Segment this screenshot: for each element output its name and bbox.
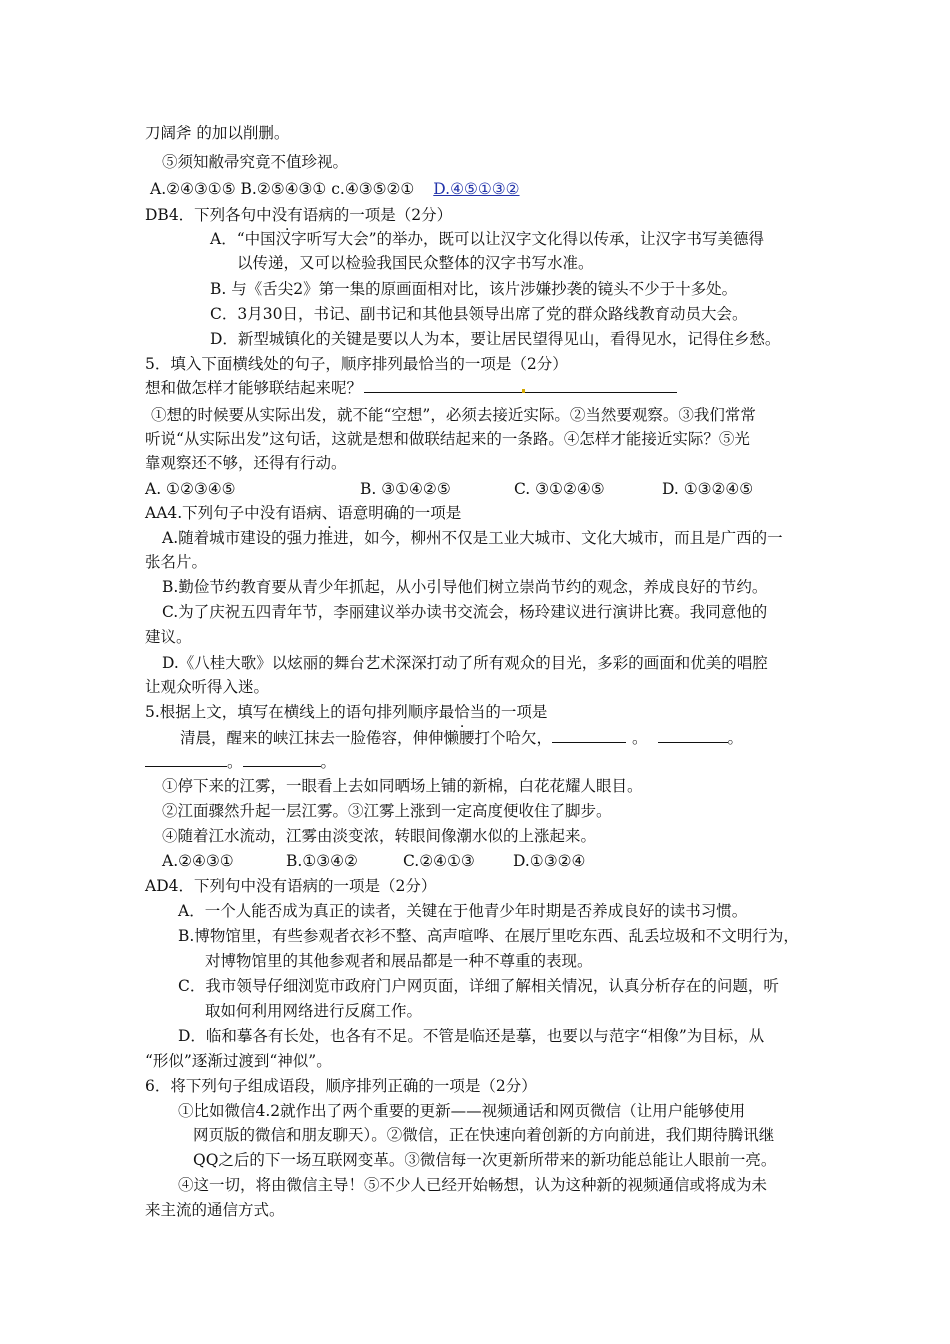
emphasis-text: 最恰当: [438, 703, 486, 721]
option-text: A．一个人能否成为真正的读者，关键在于他青少年时期是否养成良好的读书习惯。: [178, 902, 748, 920]
emphasis-text: 没有语病、语意明确 ·: [260, 504, 400, 522]
blank-line: [552, 728, 626, 743]
period-mark: 。: [632, 729, 648, 747]
fill-prompt: 清晨，醒来的峡江抹去一脸倦容，伸伸懒腰打个哈欠，: [180, 729, 553, 747]
option-text: D．新型城镇化的关键是要以人为本，要让居民望得见山，看得见水，记得住乡愁。: [210, 330, 781, 348]
option-text: 对博物馆里的其他参观者和展品都是一种不尊重的表现。: [205, 952, 593, 970]
passage-text: ④这一切，将由微信主导！⑤不少人已经开始畅想，认为这种新的视频通信或将成为未: [178, 1176, 768, 1194]
option-text: 让观众听得入迷。: [145, 678, 270, 696]
question-suffix: 语病的一项是（2分）: [302, 206, 453, 224]
period-mark: 。: [227, 753, 243, 771]
period-mark: 。: [320, 753, 337, 771]
fill-prompt: 想和做怎样才能够联结起来呢？: [145, 379, 363, 397]
question-prefix: AA4.下列句子中: [145, 504, 260, 522]
question-heading: [145, 204, 452, 226]
blank-line: [243, 752, 321, 767]
answer-link[interactable]: D.④⑤①③②: [433, 180, 520, 198]
period-mark: 。: [727, 729, 744, 747]
emphasis-text: 没有: [271, 206, 303, 224]
option-text: B. 与《舌尖2》第一集的原画面相对比，该片涉嫌抄袭的镜头不少于十多处。: [210, 280, 738, 298]
question-suffix: 的一项是: [399, 504, 462, 522]
question-prefix: DB4．下列各句中: [145, 206, 272, 224]
passage-text: 网页版的微信和朋友聊天）。②微信，正在快速向着创新的方向前进，我们期待腾讯继: [193, 1126, 775, 1144]
option-text: B.博物馆里，有些参观者衣衫不整、高声喧哗、在展厅里吃东西、乱丢垃圾和不文明行为，: [178, 927, 799, 945]
passage-text: ①比如微信4.2就作出了两个重要的更新——视频通话和网页微信（让用户能够使用: [178, 1102, 746, 1120]
option-text: D．临和摹各有长处，也各有不足。不管是临还是摹，也要以与范字“相像”为目标，从: [178, 1027, 765, 1045]
option-text: A. ①②③④⑤: [145, 480, 236, 498]
option-text: 以传递，又可以检验我国民众整体的汉字书写水准。: [237, 254, 594, 272]
blank-line: [364, 378, 522, 393]
option-text: A．“中国汉字听写大会”的举办，既可以让汉字文化得以传承，让汉字书写美德得: [210, 230, 765, 248]
option-text: C．3月30日，书记、副书记和其他县领导出席了党的群众路线教育动员大会。: [210, 305, 748, 323]
text-line: ⑤须知敝帚究竟不值珍视。: [162, 153, 349, 171]
question-heading: 6．将下列句子组成语段，顺序排列正确的一项是（2分）: [145, 1077, 537, 1095]
option-text: C.②④①③: [403, 852, 475, 870]
option-text: B.①③④②: [286, 852, 358, 870]
option-text: A.随着城市建设的强力推进，如今，柳州不仅是工业大城市、文化大城市，而且是广西的一: [162, 529, 783, 547]
sentence-item: ①停下来的江雾，一眼看上去如同晒场上铺的新棉，白花花耀人眼目。: [162, 777, 643, 795]
option-text: A.②④③①: [162, 852, 234, 870]
sentence-item: ④随着江水流动，江雾由淡变浓，转眼间像潮水似的上涨起来。: [162, 827, 597, 845]
passage-text: ①想的时候要从实际出发，就不能“空想”，必须去接近实际。②当然要观察。③我们常常: [151, 406, 756, 424]
blank-line: [145, 752, 227, 767]
question-heading: [145, 701, 547, 723]
question-heading: 5．填入下面横线处的句子，顺序排列最恰当的一项是（2分）: [145, 355, 568, 373]
option-text: 张名片。: [145, 553, 208, 571]
sentence-item: ②江面骤然升起一层江雾。③江雾上涨到一定高度便收住了脚步。: [162, 802, 612, 820]
option-text: D.①③②④: [513, 852, 586, 870]
passage-text: 来主流的通信方式。: [145, 1201, 285, 1219]
blank-line: [525, 378, 677, 393]
option-text: C. ③①②④⑤: [514, 480, 605, 498]
passage-text: 听说“从实际出发”这句话，这就是想和做联结起来的一条路。④怎样才能接近实际？⑤光: [145, 430, 750, 448]
question-heading: [145, 502, 461, 524]
option-text: C．我市领导仔细浏览市政府门户网页面，详细了解相关情况，认真分析存在的问题，听: [178, 977, 779, 995]
blank-line: [658, 728, 728, 743]
option-text: C.为了庆祝五四青年节，李丽建议举办读书交流会，杨玲建议进行演讲比赛。我同意他的: [162, 603, 768, 621]
option-text: B.勤俭节约教育要从青少年抓起，从小引导他们树立崇尚节约的观念，养成良好的节约。: [162, 578, 768, 596]
question-heading: AD4．下列句中没有语病的一项是（2分）: [145, 877, 437, 895]
option-text: B. ③①④②⑤: [360, 480, 451, 498]
fill-line: [145, 751, 336, 773]
option-text: “形似”逐渐过渡到“神似”。: [145, 1052, 332, 1070]
option-text: D. ①③②④⑤: [662, 480, 754, 498]
option-text: 取如何利用网络进行反腐工作。: [205, 1002, 423, 1020]
text-line: 刀阔斧 的加以削删。: [145, 124, 290, 142]
answer-options: [150, 178, 520, 200]
question-prefix: 5.根据上文，填写在横线上的语句排列顺序: [145, 703, 439, 721]
option-text: 建议。: [145, 628, 192, 646]
answer-options-text: A.②④③①⑤ B.②⑤④③① c.④③⑤②①: [150, 180, 415, 198]
fill-line: [145, 377, 677, 399]
option-text: D.《八桂大歌》以炫丽的舞台艺术深深打动了所有观众的目光，多彩的画面和优美的唱腔: [162, 654, 768, 672]
passage-text: 靠观察还不够，还得有行动。: [145, 454, 347, 472]
question-suffix: 的一项是: [485, 703, 548, 721]
passage-text: QQ之后的下一场互联网变革。③微信每一次更新所带来的新功能总能让人眼前一亮。: [193, 1151, 777, 1169]
fill-line: [180, 727, 743, 749]
